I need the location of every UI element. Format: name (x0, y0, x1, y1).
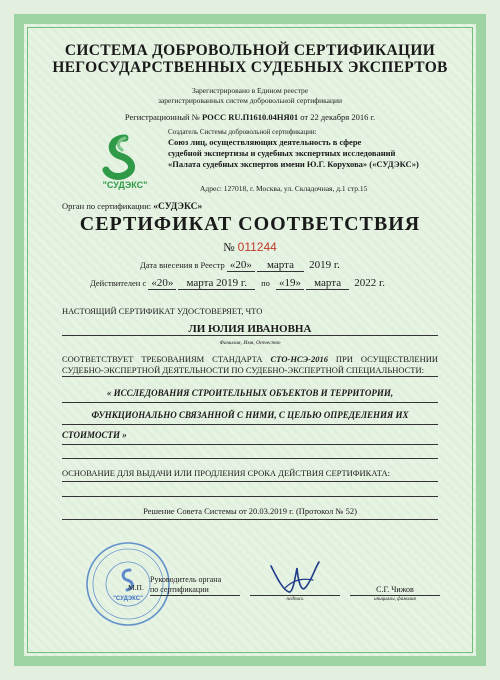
standard-code: СТО-НСЭ-2016 (270, 354, 328, 364)
standard-statement (62, 354, 438, 376)
creator-block (168, 128, 458, 170)
specialty-rule2 (62, 424, 438, 425)
certificate-number (30, 240, 470, 255)
basis-rule3 (62, 519, 438, 520)
sudex-logo (90, 132, 160, 194)
system-title-line1: СИСТЕМА ДОБРОВОЛЬНОЙ СЕРТИФИКАЦИИ (64, 42, 436, 59)
creator-address: Адрес: 127018, г. Москва, ул. Складочная, д.1 стр.15 (200, 184, 368, 193)
mp-label: М.П. (128, 583, 144, 592)
reg-label: Регистрационный № (124, 112, 200, 122)
logo-text: "СУДЭКС" (102, 180, 148, 190)
from-day: «20» (148, 277, 176, 290)
specialty-line1: « ИССЛЕДОВАНИЯ СТРОИТЕЛЬНЫХ ОБЪЕКТОВ И ТЕРРИТОРИИ, (106, 388, 394, 398)
validity-period (90, 277, 388, 289)
creator-name-line3: «Палата судебных экспертов имени Ю.Г. Корухова» («СУДЭКС») (168, 159, 419, 169)
to-day: «19» (276, 277, 304, 290)
specialty-rule4 (62, 458, 438, 459)
to-label: по (261, 278, 270, 288)
entry-month: марта (257, 259, 304, 272)
head-label (150, 575, 240, 596)
reg-date: от 22 декабря 2016 г. (300, 112, 376, 122)
from-month: марта 2019 г. (178, 277, 254, 290)
standard-underline (62, 376, 438, 377)
head-label-line2: по сертификации (150, 585, 240, 596)
entry-date (140, 259, 343, 271)
valid-label: Действителен с (90, 278, 147, 288)
basis-label: ОСНОВАНИЕ ДЛЯ ВЫДАЧИ ИЛИ ПРОДЛЕНИЯ СРОКА ДЕЙСТВИЯ СЕРТИФИКАТА: (62, 468, 390, 478)
certificate-title: СЕРТИФИКАТ СООТВЕТСТВИЯ (79, 213, 421, 235)
entry-year: 2019 г. (309, 259, 340, 271)
signer-name-line (350, 595, 440, 596)
registration-number (30, 112, 470, 122)
specialty-line3: СТОИМОСТИ » (62, 430, 127, 440)
basis-rule2 (62, 496, 438, 497)
signer-name-caption: инициалы, фамилия (374, 597, 416, 602)
signature-line (250, 595, 340, 596)
head-label-line1: Руководитель органа (150, 575, 222, 584)
specialty-rule1 (62, 402, 438, 403)
signature (265, 558, 325, 596)
specialty-rule3 (62, 444, 438, 445)
registry-note-line2: зарегистрированных систем добровольной сертификации (157, 96, 343, 105)
entry-day: «20» (227, 259, 255, 272)
basis-decision: Решение Совета Системы от 20.03.2019 г. (Протокол № 52) (143, 506, 357, 516)
to-month: марта (306, 277, 349, 290)
creator-label: Создатель Системы добровольной сертификации: (168, 128, 317, 136)
system-title (30, 42, 470, 76)
signer-name: С.Г. Чижов (376, 585, 414, 594)
stamp-text: "СУДЭКС" (113, 596, 143, 602)
standard-before: СООТВЕТСТВУЕТ ТРЕБОВАНИЯМ СТАНДАРТА (62, 354, 263, 364)
number-value: 011244 (237, 240, 277, 254)
creator-name-line2: судебной экспертизы и судебных экспертных исследований (168, 148, 396, 158)
holder-name: ЛИ ЮЛИЯ ИВАНОВНА (62, 323, 438, 336)
reg-number: РОСС RU.П1610.04НЯ01 (201, 112, 299, 122)
creator-name-line1: Союз лиц, осуществляющих деятельность в сфере (168, 137, 362, 147)
hereby-text: НАСТОЯЩИЙ СЕРТИФИКАТ УДОСТОВЕРЯЕТ, ЧТО (62, 306, 263, 316)
standard-after: ПРИ ОСУЩЕСТВЛЕНИИ СУДЕБНО-ЭКСПЕРТНОЙ ДЕЯТЕЛЬНОСТИ ПО СУДЕБНО-ЭКСПЕРТНОЙ СПЕЦИАЛЬНОСТИ: (62, 354, 439, 375)
certification-organ (62, 201, 202, 212)
registry-note (30, 86, 470, 106)
signature-icon (265, 558, 325, 596)
system-title-line2: НЕГОСУДАРСТВЕННЫХ СУДЕБНЫХ ЭКСПЕРТОВ (52, 59, 448, 76)
organ-label: Орган по сертификации: (62, 201, 152, 211)
organ-value: «СУДЭКС» (153, 202, 203, 212)
to-year: 2022 г. (354, 277, 385, 289)
specialty-line2: ФУНКЦИОНАЛЬНО СВЯЗАННОЙ С НИМИ, С ЦЕЛЬЮ ОПРЕДЕЛЕНИЯ ИХ (91, 410, 409, 420)
number-sign: № (223, 240, 235, 254)
registry-note-line1: Зарегистрировано в Едином реестре (191, 86, 309, 95)
holder-name-caption: Фамилия, Имя, Отчество (219, 340, 281, 346)
signature-caption: подпись (286, 597, 304, 602)
entry-label: Дата внесения в Реестр (140, 260, 225, 270)
basis-rule1 (62, 481, 438, 482)
